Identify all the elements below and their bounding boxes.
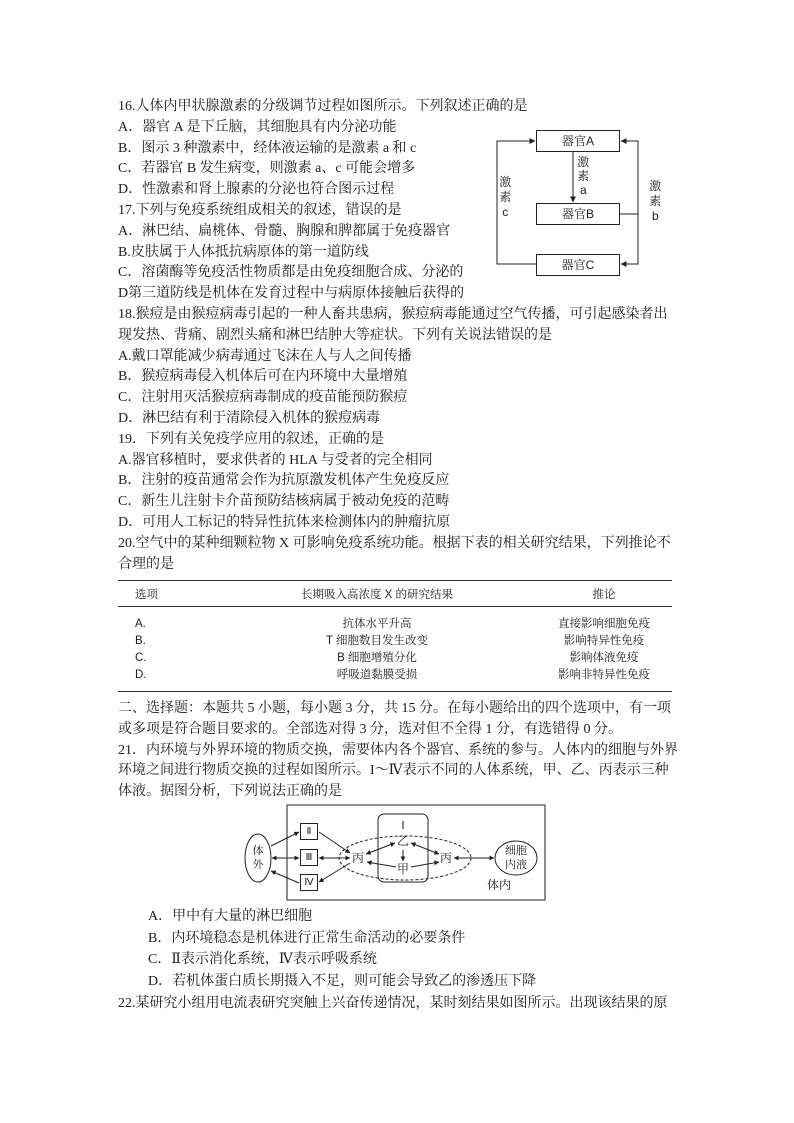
inside-label: 体内 bbox=[486, 878, 511, 892]
row-c-result: B 细胞增殖分化 bbox=[337, 652, 417, 664]
arrow-jia-to-bing bbox=[367, 862, 396, 867]
arrow-bing-yi bbox=[366, 843, 395, 854]
row-c-option: C. bbox=[135, 652, 147, 664]
q19-stem: 19．下列有关免疫学应用的叙述，正确的是 bbox=[118, 431, 384, 447]
row-b-option: B. bbox=[135, 635, 146, 647]
q16-option-c: C．若器官 B 发生病变，则激素 a、c 可能会增多 bbox=[118, 161, 416, 177]
table-row bbox=[118, 633, 672, 650]
organ-a-box: 器官A bbox=[536, 130, 620, 152]
row-d-result: 呼吸道黏膜受损 bbox=[218, 667, 536, 692]
q17-option-d: D第三道防线是机体在发育过程中与病原体接触后获得的 bbox=[118, 286, 465, 302]
intracellular-fluid-label: 细胞内液 bbox=[505, 845, 527, 871]
arrow-bing-to-system-4 bbox=[319, 863, 350, 882]
body-fluid-exchange-diagram bbox=[240, 800, 550, 905]
fluid-jia-label: 甲 bbox=[396, 862, 409, 876]
table bbox=[118, 580, 672, 692]
q21-stem-line-1: 21．内环境与外界环境的物质交换，需要体内各个器官、系统的参与。人体内的细胞与外界 bbox=[118, 742, 678, 758]
table-row bbox=[118, 667, 672, 692]
q19-option-d: D．可用人工标记的特异性抗体来检测体内的肿瘤抗原 bbox=[118, 514, 451, 530]
q20-results-table bbox=[118, 580, 672, 692]
q19-option-b: B．注射的疫苗通常会作为抗原激发机体产生免疫反应 bbox=[118, 473, 450, 489]
header-result: 长期吸入高浓度 X 的研究结果 bbox=[218, 581, 536, 607]
arrow-jia-to-bing-right bbox=[411, 862, 439, 867]
row-d-inference: 影响非特异性免疫 bbox=[536, 667, 672, 692]
system-2-box: Ⅱ bbox=[300, 823, 318, 840]
q21-stem-line-2: 环境之间进行物质交换的过程如图所示。I～Ⅳ表示不同的人体系统，甲、乙、丙表示三种 bbox=[118, 763, 669, 779]
q18-stem-line-2: 现发热、背痛、剧烈头痛和淋巴结肿大等症状。下列有关说法错误的是 bbox=[118, 327, 552, 343]
q17-stem: 17.下列与免疫系统组成相关的叙述，错误的是 bbox=[118, 202, 402, 218]
system-3-box: Ⅲ bbox=[300, 849, 318, 866]
q17-option-b: B.皮肤属于人体抵抗病原体的第一道防线 bbox=[118, 244, 369, 260]
q18-option-b: B．猴痘病毒侵入机体后可在内环境中大量增殖 bbox=[118, 369, 408, 385]
q18-option-c: C．注射用灭活猴痘病毒制成的疫苗能预防猴痘 bbox=[118, 390, 408, 406]
row-a-result: 抗体水平升高 bbox=[342, 618, 412, 630]
q21-option-c: C．Ⅱ表示消化系统，Ⅳ表示呼吸系统 bbox=[148, 952, 377, 968]
section-2-instructions-line-1: 二、选择题：本题共 5 小题，每小题 3 分，共 15 分。在每小题给出的四个选项中，有一项 bbox=[118, 701, 671, 716]
hormone-b-label: 激素b bbox=[649, 179, 662, 223]
arrow-hormone-b-to-c bbox=[621, 214, 638, 264]
section-2-instructions-line-2: 或多项是符合题目要求的。全部选对得 3 分，选对但不全得 1 分，有选错得 0 分。 bbox=[118, 721, 622, 737]
q19-option-c: C．新生儿注射卡介苗预防结核病属于被动免疫的范畴 bbox=[118, 494, 450, 510]
arrow-system-4-to-outside bbox=[271, 871, 299, 883]
q21-option-d: D．若机体蛋白质长期摄入不足，则可能会导致乙的渗透压下降 bbox=[148, 974, 537, 990]
hormone-a-label: 激素a bbox=[577, 155, 590, 197]
organ-b-box: 器官B bbox=[536, 203, 620, 225]
row-b-result: T 细胞数目发生改变 bbox=[325, 635, 428, 647]
header-inference: 推论 bbox=[536, 581, 672, 607]
row-c-inference: 影响体液免疫 bbox=[569, 652, 639, 664]
table-row bbox=[118, 650, 672, 667]
fluid-bing-right-label: 丙 bbox=[439, 851, 452, 865]
q18-option-d: D．淋巴结有利于清除侵入机体的猴痘病毒 bbox=[118, 410, 381, 426]
hormone-c-label: 激素c bbox=[499, 175, 512, 219]
q22-stem: 22.某研究小组用电流表研究突触上兴奋传递情况，某时刻结果如图所示。出现该结果的原 bbox=[118, 995, 668, 1011]
row-a-inference: 直接影响细胞免疫 bbox=[558, 618, 650, 630]
fluid-bing-left-label: 丙 bbox=[351, 851, 364, 865]
q20-stem-line-2: 合理的是 bbox=[118, 556, 174, 572]
fluid-yi-label: 乙 bbox=[396, 834, 409, 848]
system-1-label: Ⅰ bbox=[401, 820, 405, 832]
system-4-box: Ⅳ bbox=[300, 874, 318, 891]
q17-option-c: C．溶菌酶等免疫活性物质都是由免疫细胞合成、分泌的 bbox=[118, 265, 464, 281]
row-d-option: D. bbox=[118, 667, 218, 692]
row-a-option: A. bbox=[135, 618, 146, 630]
row-b-inference: 影响特异性免疫 bbox=[563, 635, 645, 647]
thyroid-regulation-diagram bbox=[490, 122, 670, 282]
q21-stem-line-3: 体液。据图分析，下列说法正确的是 bbox=[118, 784, 342, 800]
section-2-and-q21-stem bbox=[118, 699, 690, 803]
q21-option-a: A．甲中有大量的淋巴细胞 bbox=[148, 909, 313, 924]
q21-options-and-q22 bbox=[118, 906, 690, 1014]
q16-option-b: B．图示 3 种激素中，经体液运输的是激素 a 和 c bbox=[118, 140, 417, 156]
arrow-system-2-to-bing bbox=[319, 832, 350, 853]
q16-stem: 16.人体内甲状腺激素的分级调节过程如图所示。下列叙述正确的是 bbox=[118, 99, 528, 114]
arrow-outside-to-system-2 bbox=[271, 832, 299, 846]
q21-option-b: B．内环境稳态是机体进行正常生命活动的必要条件 bbox=[148, 930, 466, 946]
outside-label: 体外 bbox=[252, 845, 264, 871]
table-header-row bbox=[118, 581, 672, 607]
table-row bbox=[118, 607, 672, 634]
q20-stem-line-1: 20.空气中的某种细颗粒物 X 可影响免疫系统功能。根据下表的相关研究结果，下列推论不 bbox=[118, 535, 671, 551]
q18-option-a: A.戴口罩能减少病毒通过飞沫在人与人之间传播 bbox=[118, 348, 412, 364]
q16-option-a: A．器官 A 是下丘脑，其细胞具有内分泌功能 bbox=[118, 119, 397, 135]
q16-option-d: D．性激素和肾上腺素的分泌也符合图示过程 bbox=[118, 182, 395, 198]
header-option: 选项 bbox=[118, 581, 218, 607]
q17-option-a: A．淋巴结、扁桃体、骨髓、胸腺和脾都属于免疫器官 bbox=[118, 223, 451, 239]
organ-c-box: 器官C bbox=[536, 254, 620, 276]
q19-option-a: A.器官移植时，要求供者的 HLA 与受者的完全相同 bbox=[118, 452, 433, 468]
q18-stem-line-1: 18.猴痘是由猴痘病毒引起的一种人畜共患病，猴痘病毒能通过空气传播，可引起感染者出 bbox=[118, 306, 668, 322]
arrow-hormone-b-to-a bbox=[621, 141, 638, 214]
arrow-yi-bing-right bbox=[411, 843, 439, 854]
